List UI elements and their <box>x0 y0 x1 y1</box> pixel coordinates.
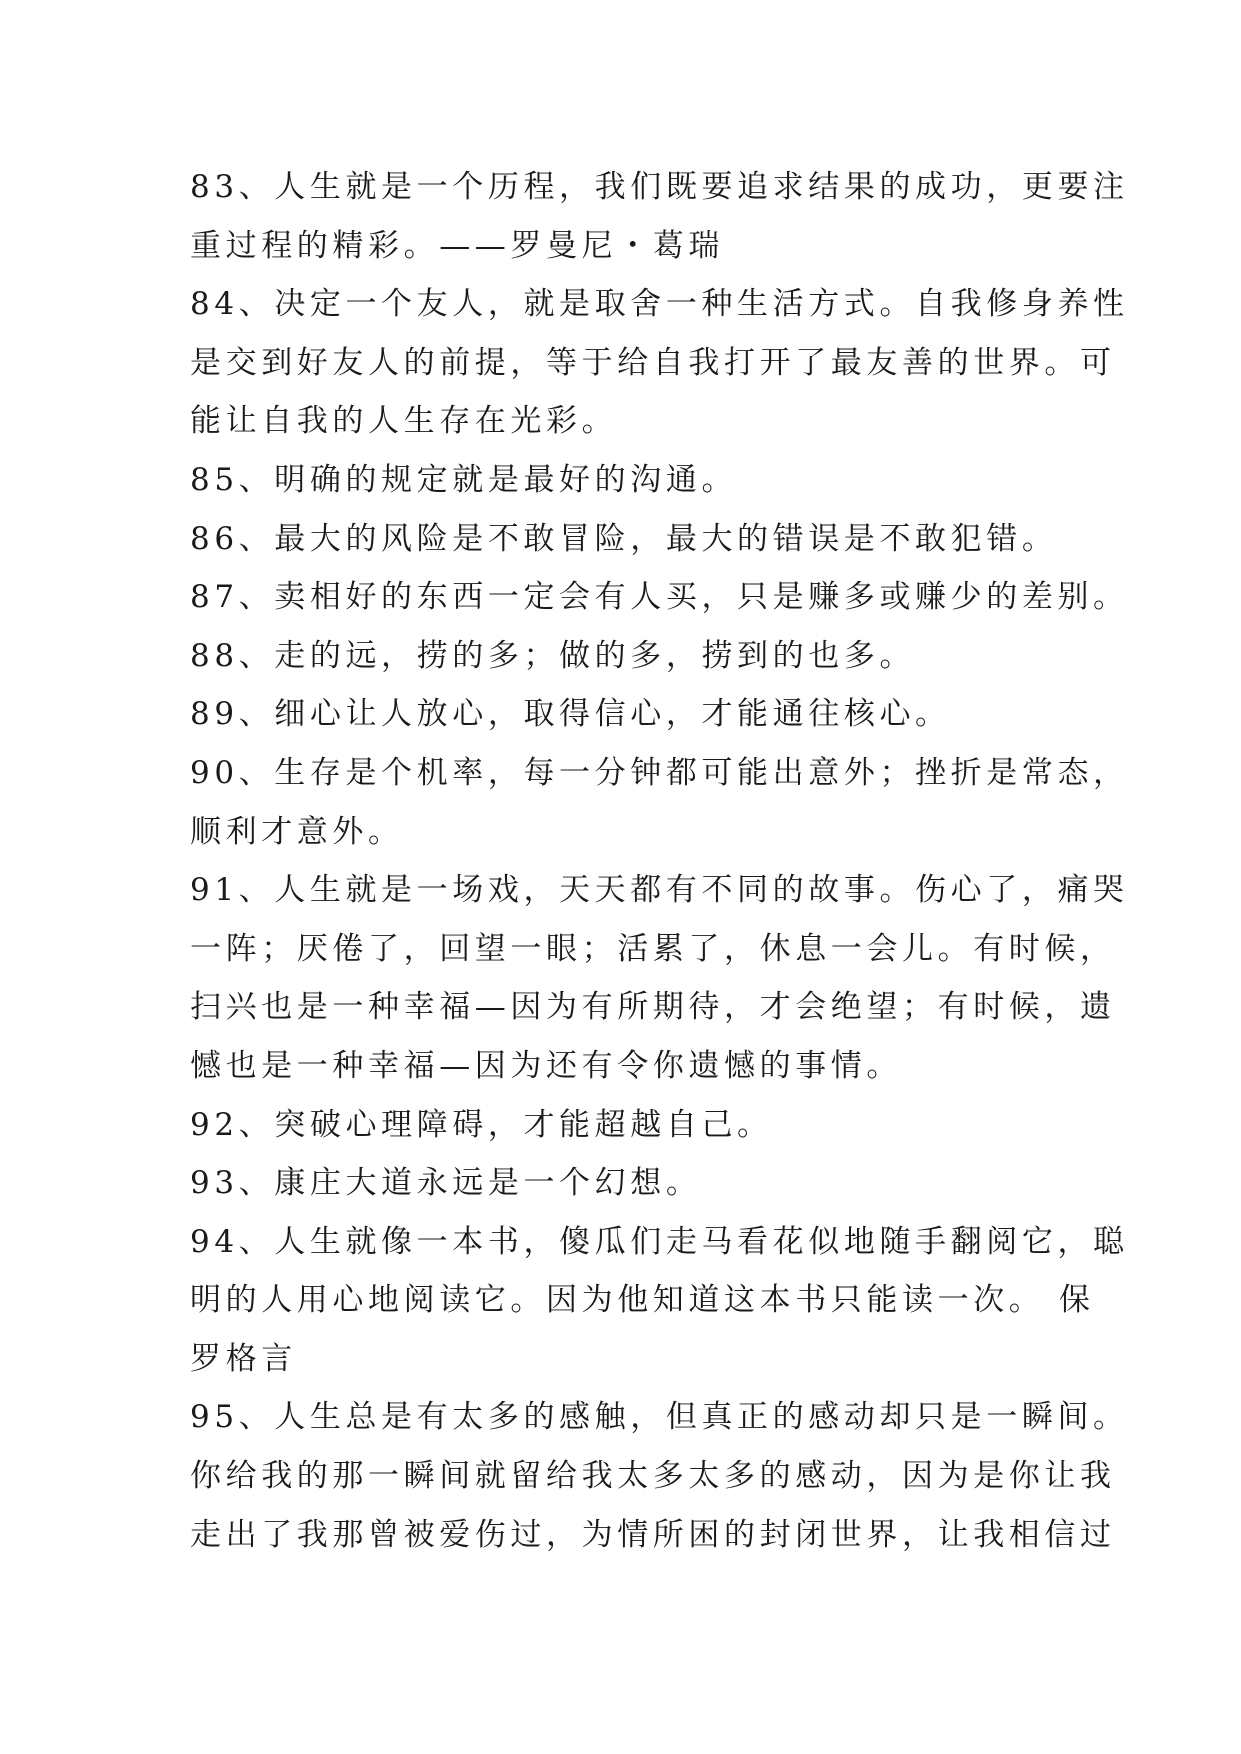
text-line: 90、生存是个机率，每一分钟都可能出意外；挫折是常态， <box>190 754 1129 791</box>
text-line: 95、人生总是有太多的感触，但真正的感动却只是一瞬间。 <box>190 1399 1129 1436</box>
text-line: 扫兴也是一种幸福—因为有所期待，才会绝望；有时候，遗 <box>190 989 1116 1026</box>
document-body <box>190 158 1129 1564</box>
text-line: 93、康庄大道永远是一个幻想。 <box>190 1165 702 1202</box>
text-line: 一阵；厌倦了，回望一眼；活累了，休息一会儿。有时候， <box>190 930 1116 967</box>
text-line: 87、卖相好的东西一定会有人买，只是赚多或赚少的差别。 <box>190 579 1129 616</box>
text-line: 94、人生就像一本书，傻瓜们走马看花似地随手翻阅它，聪 <box>190 1223 1129 1260</box>
text-line: 92、突破心理障碍，才能超越自己。 <box>190 1106 773 1143</box>
text-line: 89、细心让人放心，取得信心，才能通往核心。 <box>190 696 951 733</box>
text-line: 明的人用心地阅读它。因为他知道这本书只能读一次。 保 <box>190 1282 1095 1319</box>
text-line: 罗格言 <box>190 1340 297 1377</box>
text-line: 86、最大的风险是不敢冒险，最大的错误是不敢犯错。 <box>190 520 1058 557</box>
text-line: 你给我的那一瞬间就留给我太多太多的感动，因为是你让我 <box>190 1458 1116 1495</box>
text-line: 91、人生就是一场戏，天天都有不同的故事。伤心了，痛哭 <box>190 872 1129 909</box>
text-line: 84、决定一个友人，就是取舍一种生活方式。自我修身养性 <box>190 286 1129 323</box>
text-line: 83、人生就是一个历程，我们既要追求结果的成功，更要注 <box>190 169 1129 205</box>
text-line: 顺利才意外。 <box>190 813 404 850</box>
text-line: 走出了我那曾被爱伤过，为情所困的封闭世界，让我相信过 <box>190 1516 1116 1553</box>
text-line: 能让自我的人生存在光彩。 <box>190 403 618 440</box>
text-line: 重过程的精彩。——罗曼尼・葛瑞 <box>190 227 724 264</box>
text-line: 88、走的远，捞的多；做的多，捞到的也多。 <box>190 637 916 674</box>
text-line: 是交到好友人的前提，等于给自我打开了最友善的世界。可 <box>190 344 1116 381</box>
text-line: 85、明确的规定就是最好的沟通。 <box>190 461 738 498</box>
text-line: 憾也是一种幸福—因为还有令你遗憾的事情。 <box>190 1047 902 1084</box>
